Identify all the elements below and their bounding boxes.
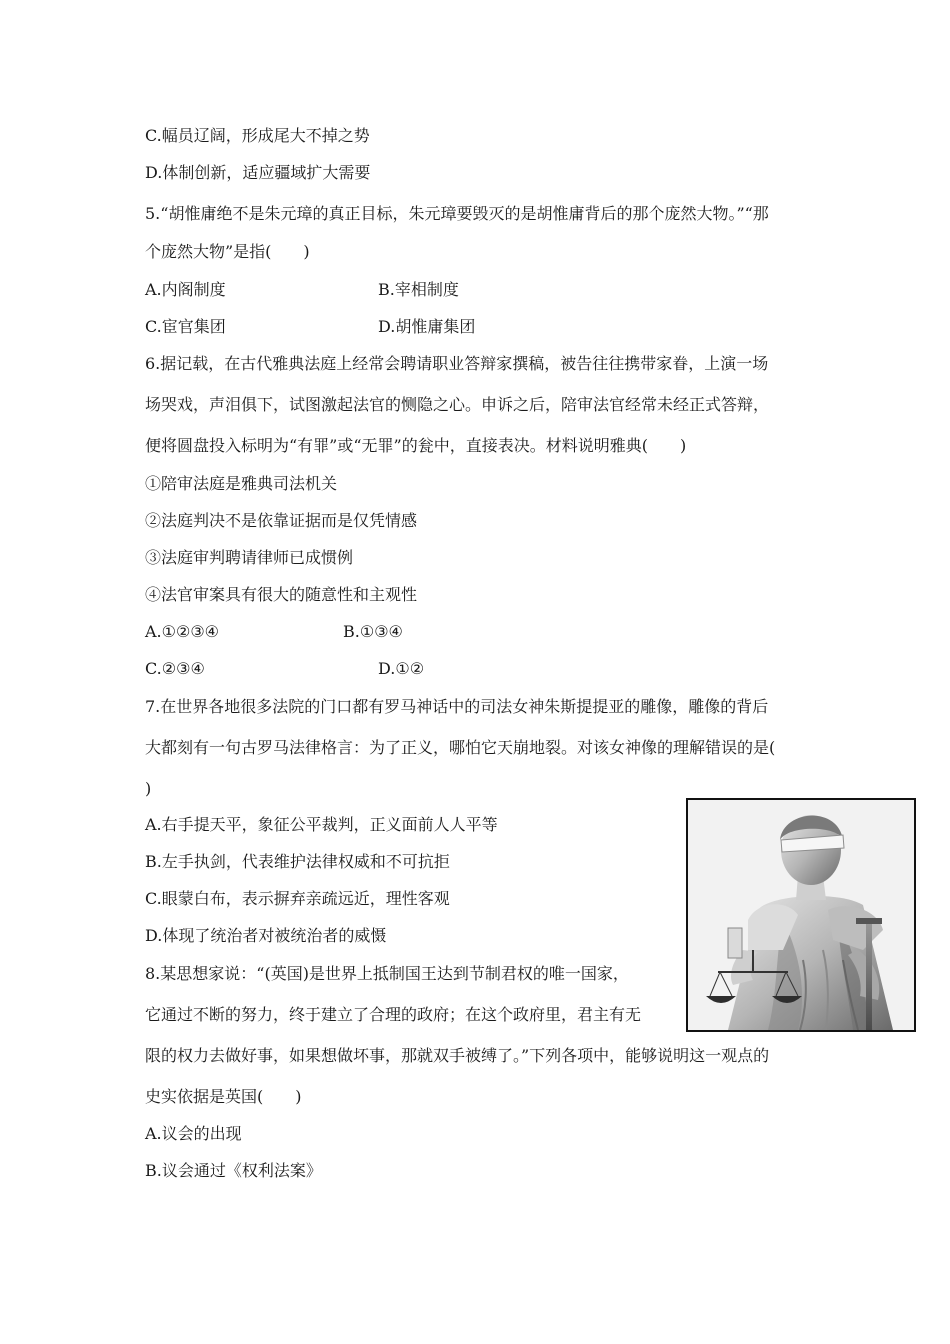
q5-stem-line-1: 5.“胡惟庸绝不是朱元璋的真正目标，朱元璋要毁灭的是胡惟庸背后的那个庞然大物。”“那 xyxy=(145,204,769,223)
q8-stem-line-3: 限的权力去做好事，如果想做坏事，那就双手被缚了。”下列各项中，能够说明这一观点的 xyxy=(145,1046,770,1065)
q4-option-d: D.体制创新，适应疆域扩大需要 xyxy=(145,163,371,182)
q8-option-a: A.议会的出现 xyxy=(145,1124,242,1143)
q6-option-b: B.①③④ xyxy=(343,622,403,641)
q6-stem-line-1: 6.据记载，在古代雅典法庭上经常会聘请职业答辩家撰稿，被告往往携带家眷，上演一场 xyxy=(145,354,769,373)
q6-option-c: C.②③④ xyxy=(145,659,205,678)
q6-item-3: ③法庭审判聘请律师已成惯例 xyxy=(145,548,354,567)
justitia-statue-image xyxy=(686,798,916,1032)
q5-option-d: D.胡惟庸集团 xyxy=(378,317,476,336)
q5-option-c: C.宦官集团 xyxy=(145,317,226,336)
q6-item-1: ①陪审法庭是雅典司法机关 xyxy=(145,474,338,493)
q7-option-a: A.右手提天平，象征公平裁判，正义面前人人平等 xyxy=(145,815,498,834)
q6-option-d: D.①② xyxy=(378,659,425,678)
q7-option-b: B.左手执剑，代表维护法律权威和不可抗拒 xyxy=(145,852,450,871)
q8-option-b: B.议会通过《权利法案》 xyxy=(145,1161,322,1180)
q6-option-a: A.①②③④ xyxy=(145,622,220,641)
q6-stem-line-2: 场哭戏，声泪俱下，试图激起法官的恻隐之心。申诉之后，陪审法官经常未经正式答辩， xyxy=(145,395,770,414)
q8-stem-line-1: 8.某思想家说：“(英国)是世界上抵制国王达到节制君权的唯一国家， xyxy=(145,964,629,983)
q6-item-2: ②法庭判决不是依靠证据而是仅凭情感 xyxy=(145,511,418,530)
q5-stem-line-2: 个庞然大物”是指( ) xyxy=(145,242,310,261)
q8-stem-line-4: 史实依据是英国( ) xyxy=(145,1087,302,1106)
q7-stem-line-3: ) xyxy=(145,779,152,798)
q6-stem-line-3: 便将圆盘投入标明为“有罪”或“无罪”的瓮中，直接表决。材料说明雅典( ) xyxy=(145,436,687,455)
q7-stem-line-1: 7.在世界各地很多法院的门口都有罗马神话中的司法女神朱斯提提亚的雕像，雕像的背后 xyxy=(145,697,769,716)
q6-item-4: ④法官审案具有很大的随意性和主观性 xyxy=(145,585,418,604)
q7-option-c: C.眼蒙白布，表示摒弃亲疏远近，理性客观 xyxy=(145,889,450,908)
q7-option-d: D.体现了统治者对被统治者的威慑 xyxy=(145,926,387,945)
q5-option-a: A.内阁制度 xyxy=(145,280,226,299)
q8-stem-line-2: 它通过不断的努力，终于建立了合理的政府；在这个政府里，君主有无 xyxy=(145,1005,642,1024)
q7-stem-line-2: 大都刻有一句古罗马法律格言：为了正义，哪怕它天崩地裂。对该女神像的理解错误的是( xyxy=(145,738,776,757)
q4-option-c: C.幅员辽阔，形成尾大不掉之势 xyxy=(145,126,370,145)
q5-option-b: B.宰相制度 xyxy=(378,280,459,299)
